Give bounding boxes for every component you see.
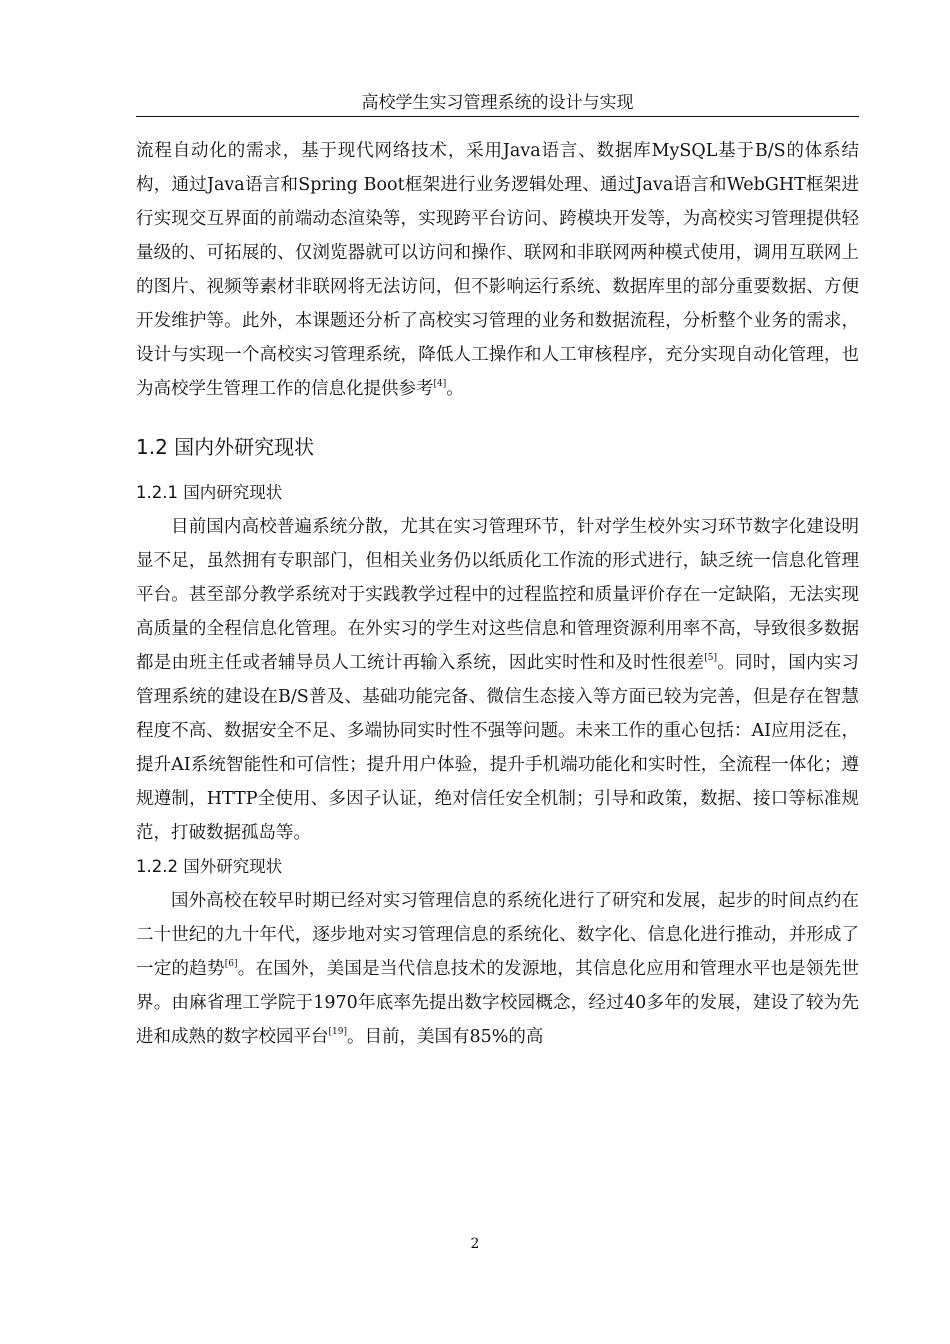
paragraph-tail: 。 [446,379,464,399]
running-header-title: 高校学生实习管理系统的设计与实现 [361,93,634,113]
paragraph-domestic [136,510,859,850]
subsection-heading-1-2-2: 1.2.2 国外研究现状 [136,857,283,876]
page-body [136,134,859,1054]
paragraph-text: 。在国外，美国是当代信息技术的发源地，其信息化应用和管理水平也是领先世界。由麻省理工学院于1970年底率先提出数字校园概念，经过40多年的发展，建设了较为先进和成熟的数字校园平台 [136,959,859,1047]
paragraph-text: 流程自动化的需求，基于现代网络技术，采用Java语言、数据库MySQL基于B/S的体系结构，通过Java语言和Spring Boot框架进行业务逻辑处理、通过Java语言和WebGHT框架进行实现交互界面的前端动态渲染等，实现跨平台访问、跨模块开发等，为高校实习管理提供轻量级的、可拓展的、仅浏览器就可以访问和操作、联网和非联网两种模式使用，调用互联网上的图片、视频等素材非联网将无法访问，但不影响运行系统、数据库里的部分重要数据、方便开发维护等。此外，本课题还分析了高校实习管理的业务和数据流程，分析整个业务的需求，设计与实现一个高校实习管理系统，降低人工操作和人工审核程序，充分实现自动化管理，也为高校学生管理工作的信息化提供参考 [136,141,859,399]
citation: [5] [704,653,717,663]
citation: [19] [328,1027,347,1037]
paragraph-text: 。同时，国内实习管理系统的建设在B/S普及、基础功能完备、微信生态接入等方面已较为完善，但是存在智慧程度不高、数据安全不足、多端协同实时性不强等问题。未来工作的重心包括：AI应用泛在，提升AI系统智能性和可信性；提升用户体验，提升手机端功能化和实时性，全流程一体化；遵规遵制，HTTP全使用、多因子认证，绝对信任安全机制；引导和政策，数据、接口等标准规范，打破数据孤岛等。 [136,653,860,843]
header-rule [136,116,859,117]
paragraph-text: 国外高校在较早时期已经对实习管理信息的系统化进行了研究和发展，起步的时间点约在二十世纪的九十年代，逐步地对实习管理信息的系统化、数字化、信息化进行推动，并形成了一定的趋势 [136,891,859,979]
citation: [6] [224,959,238,969]
page-number: 2 [470,1236,480,1252]
paragraph-text: 目前国内高校普遍系统分散，尤其在实习管理环节，针对学生校外实习环节数字化建设明显不足，虽然拥有专职部门，但相关业务仍以纸质化工作流的形式进行，缺乏统一信息化管理平台。甚至部分教学系统对于实践教学过程中的过程监控和质量评价存在一定缺陷，无法实现高质量的全程信息化管理。在外实习的学生对这些信息和管理资源利用率不高，导致很多数据都是由班主任或者辅导员人工统计再输入系统，因此实时性和及时性很差 [136,517,859,673]
section-heading-1-2: 1.2 国内外研究现状 [136,435,315,459]
paragraph-foreign [136,884,859,1054]
subsection-heading-1-2-1: 1.2.1 国内研究现状 [136,483,283,502]
paragraph-text: 。目前，美国有85%的高 [346,1027,544,1047]
citation: [4] [433,379,447,389]
paragraph-continued [136,134,859,406]
